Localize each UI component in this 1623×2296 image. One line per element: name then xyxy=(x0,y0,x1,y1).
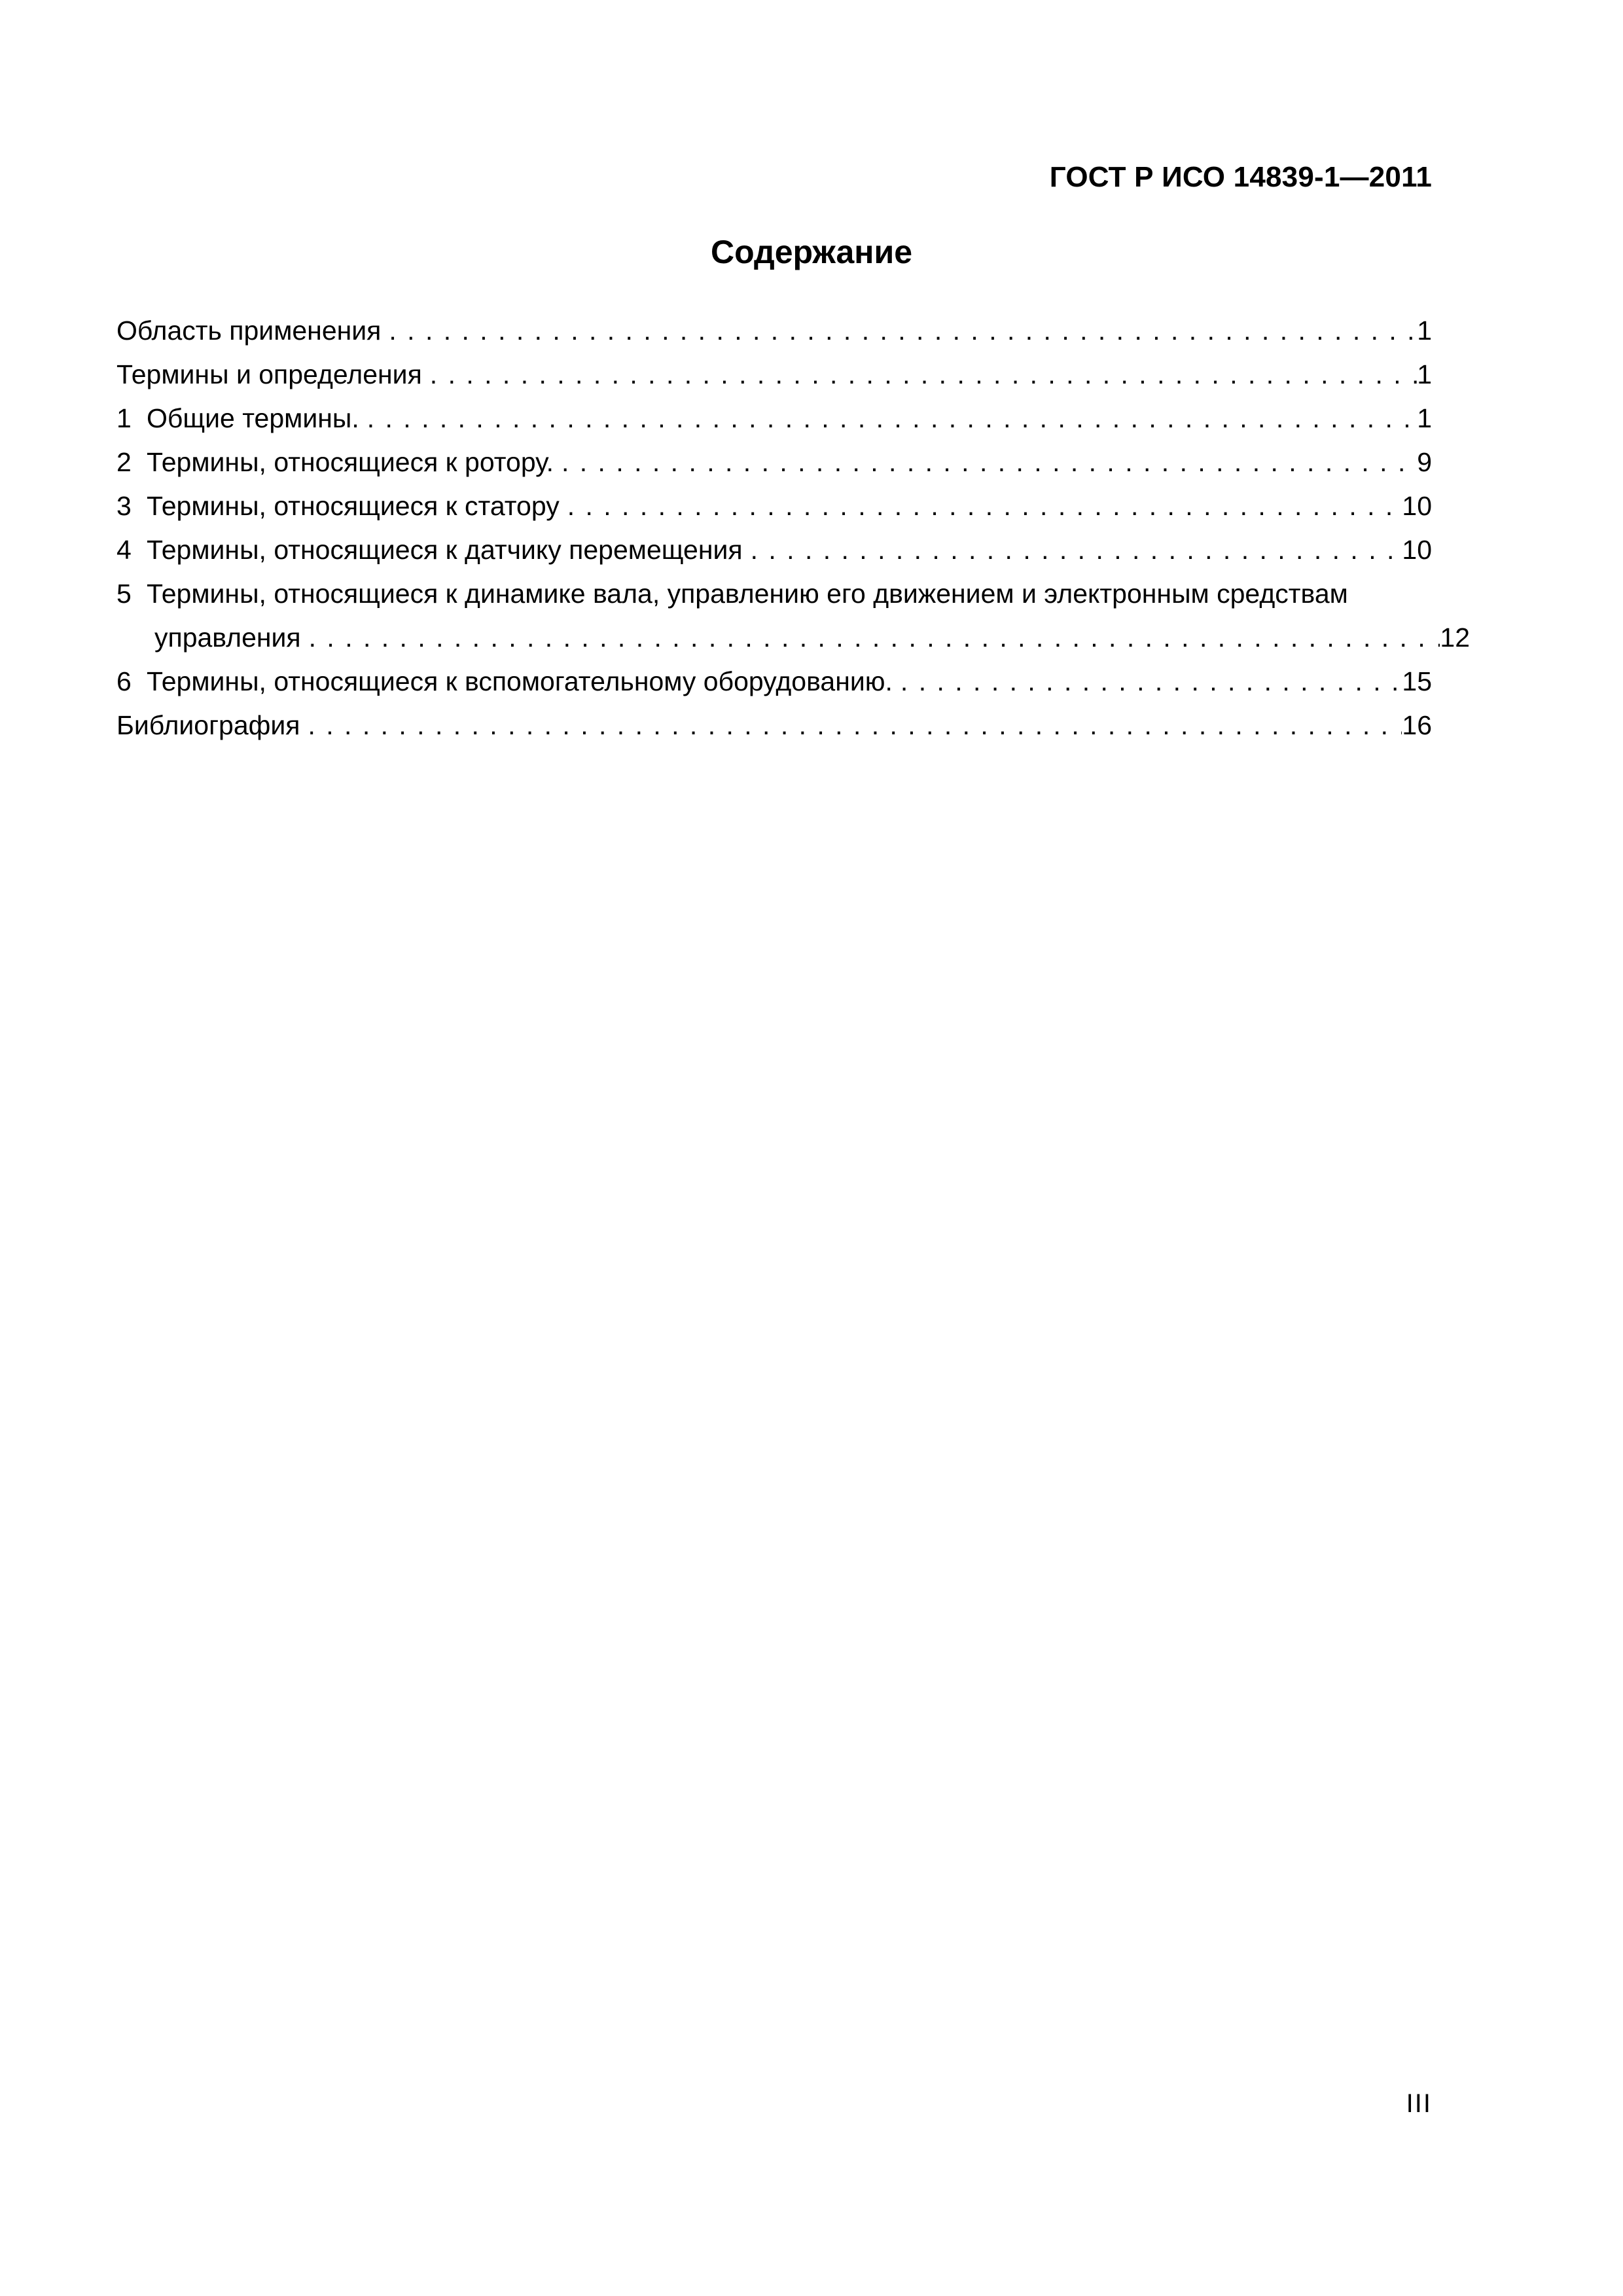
document-code: ГОСТ Р ИСО 14839-1—2011 xyxy=(1049,161,1432,193)
toc-entry-page: 10 xyxy=(1402,491,1432,521)
toc-entry-label: Общие термины. xyxy=(147,403,359,433)
toc-entry-label: Термины, относящиеся к ротору. xyxy=(147,447,554,477)
toc-entry-number: 3 xyxy=(116,491,132,521)
toc-entry-page: 15 xyxy=(1402,666,1432,696)
dot-leader xyxy=(381,309,1417,353)
toc-entry-label: Термины, относящиеся к датчику перемещения xyxy=(147,535,743,565)
toc-entry-terms-definitions[interactable] xyxy=(116,353,1432,397)
toc-entry-scope[interactable] xyxy=(116,309,1432,353)
dot-leader xyxy=(359,397,1417,440)
toc-entry-number: 5 xyxy=(116,579,132,609)
dot-leader xyxy=(560,484,1402,528)
toc-title: Содержание xyxy=(710,234,913,270)
toc-entry-label: Термины, относящиеся к вспомогательному оборудованию. xyxy=(147,666,893,696)
table-of-contents xyxy=(116,309,1470,747)
dot-leader xyxy=(893,660,1402,704)
toc-entry-number: 1 xyxy=(116,403,132,433)
toc-entry-section-3[interactable] xyxy=(116,484,1432,528)
dot-leader xyxy=(422,353,1417,397)
toc-entry-page: 9 xyxy=(1417,447,1432,477)
toc-entry-label: Термины и определения xyxy=(116,359,422,389)
toc-entry-page: 1 xyxy=(1417,403,1432,433)
dot-leader xyxy=(743,528,1402,572)
toc-entry-number: 4 xyxy=(116,535,132,565)
toc-entry-section-6[interactable] xyxy=(116,660,1432,704)
toc-entry-section-4[interactable] xyxy=(116,528,1432,572)
toc-entry-page: 10 xyxy=(1402,535,1432,565)
toc-entry-label-line2: управления xyxy=(154,622,301,653)
toc-entry-number: 6 xyxy=(116,666,132,696)
dot-leader xyxy=(554,440,1417,484)
toc-entry-bibliography[interactable] xyxy=(116,704,1432,747)
toc-entry-label: Термины, относящиеся к статору xyxy=(147,491,560,521)
toc-entry-number: 2 xyxy=(116,447,132,477)
toc-entry-page: 16 xyxy=(1402,710,1432,740)
toc-entry-section-5[interactable] xyxy=(116,572,1470,660)
toc-entry-page: 1 xyxy=(1417,359,1432,389)
toc-entry-page: 12 xyxy=(1440,622,1470,653)
toc-entry-label: Библиография xyxy=(116,710,300,740)
toc-entry-page: 1 xyxy=(1417,315,1432,346)
toc-entry-section-1[interactable] xyxy=(116,397,1432,440)
toc-entry-label-line1: Термины, относящиеся к динамике вала, управлению его движением и электронным средствам xyxy=(147,579,1348,609)
dot-leader xyxy=(301,616,1440,660)
toc-entry-section-2[interactable] xyxy=(116,440,1432,484)
dot-leader xyxy=(300,704,1402,747)
page-number: III xyxy=(1406,2089,1432,2118)
toc-entry-label: Область применения xyxy=(116,315,382,346)
